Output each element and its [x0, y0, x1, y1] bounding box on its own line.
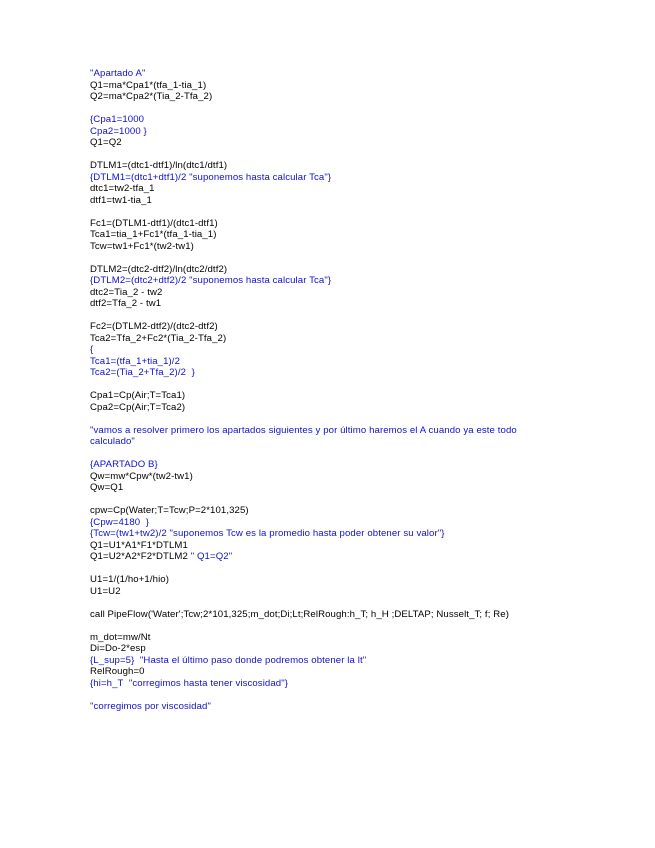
- line-text: {APARTADO B}: [90, 459, 158, 470]
- line-text: Tca1=(tfa_1+tia_1)/2: [90, 355, 181, 367]
- comment-line: [90, 425, 610, 437]
- code-line: [90, 333, 610, 345]
- code-line: [90, 482, 610, 494]
- line-text: Cpa1=Cp(Air;T=Tca1): [90, 390, 186, 401]
- code-line: [90, 218, 610, 230]
- line-text: DTLM1=(dtc1-dtf1)/ln(dtc1/dtf1): [90, 160, 228, 171]
- blank-line: [90, 563, 610, 575]
- code-line: [90, 402, 610, 414]
- blank-line: [90, 310, 610, 322]
- code-line: [90, 137, 610, 149]
- blank-line: [90, 494, 610, 506]
- code-line: [90, 80, 610, 92]
- code-line: [90, 287, 610, 299]
- line-text: dtc2=Tia_2 - tw2: [90, 286, 163, 298]
- code-line: [90, 321, 610, 333]
- comment-line: [90, 172, 610, 184]
- line-text: Qw=Q1: [90, 482, 124, 493]
- code-line: [90, 505, 610, 517]
- blank-line: [90, 413, 610, 425]
- code-line: [90, 666, 610, 678]
- line-text: dtc1=tw2-tfa_1: [90, 183, 155, 194]
- blank-line: [90, 620, 610, 632]
- comment-line: [90, 114, 610, 126]
- comment-line: [90, 436, 610, 448]
- comment-line: [90, 517, 610, 529]
- comment-line: [90, 655, 610, 667]
- comment-line: [90, 275, 610, 287]
- line-text: RelRough=0: [90, 666, 145, 677]
- line-text: dtf2=Tfa_2 - tw1: [90, 298, 162, 309]
- line-text: Q1=U2*A2*F2*DTLM2: [90, 551, 188, 562]
- line-text: calculado": [90, 436, 135, 447]
- code-line: [90, 91, 610, 103]
- comment-line: [90, 459, 610, 471]
- inline-comment: " Q1=Q2": [187, 551, 233, 562]
- line-text: Di=Do-2*esp: [90, 643, 146, 654]
- line-text: {L_sup=5} "Hasta el último paso donde podremos obtener la lt": [90, 654, 367, 666]
- line-text: Fc2=(DTLM2-dtf2)/(dtc2-dtf2): [90, 321, 218, 332]
- line-text: Cpa2=Cp(Air;T=Tca2): [90, 401, 186, 413]
- comment-line: [90, 356, 610, 368]
- line-text: {hi=h_T "corregimos hasta tener viscosidad"}: [90, 677, 289, 689]
- line-text: cpw=Cp(Water;T=Tcw;P=2*101,325): [90, 505, 249, 516]
- blank-line: [90, 597, 610, 609]
- line-text: "vamos a resolver primero los apartados siguientes y por último haremos el A cuando ya este todo: [90, 424, 517, 436]
- line-text: Tcw=tw1+Fc1*(tw2-tw1): [90, 240, 194, 252]
- blank-line: [90, 379, 610, 391]
- line-text: "Apartado A": [90, 68, 146, 79]
- line-text: m_dot=mw/Nt: [90, 631, 151, 643]
- line-text: "corregimos por viscosidad": [90, 700, 211, 712]
- code-line: [90, 160, 610, 172]
- line-text: call PipeFlow('Water';Tcw;2*101,325;m_dot;Di;Lt;RelRough:h_T; h_H ;DELTAP; Nusselt_T; f; Re): [90, 608, 509, 620]
- comment-line: [90, 678, 610, 690]
- comment-line: [90, 701, 610, 713]
- line-text: U1=1/(1/ho+1/hio): [90, 574, 170, 585]
- blank-line: [90, 206, 610, 218]
- code-line: [90, 183, 610, 195]
- comment-line: [90, 528, 610, 540]
- line-text: Tca2=(Tia_2+Tfa_2)/2 }: [90, 367, 195, 378]
- code-line: [90, 195, 610, 207]
- equation-document: [90, 68, 610, 712]
- line-text: Cpa2=1000 }: [90, 125, 147, 137]
- code-line: [90, 471, 610, 483]
- blank-line: [90, 252, 610, 264]
- line-text: {Cpa1=1000: [90, 114, 145, 125]
- line-text: {Cpw=4180 }: [90, 516, 150, 528]
- code-line: [90, 643, 610, 655]
- line-text: Q2=ma*Cpa2*(Tia_2-Tfa_2): [90, 91, 213, 102]
- code-line: [90, 241, 610, 253]
- line-text: {DTLM2=(dtc2+dtf2)/2 "suponemos hasta calcular Tca"}: [90, 275, 332, 286]
- code-line: [90, 390, 610, 402]
- line-text: U1=U2: [90, 585, 121, 597]
- line-text: Tca2=Tfa_2+Fc2*(Tia_2-Tfa_2): [90, 332, 227, 344]
- code-line: [90, 551, 610, 563]
- code-line: [90, 229, 610, 241]
- blank-line: [90, 103, 610, 115]
- line-text: Q1=Q2: [90, 137, 122, 148]
- code-line: [90, 586, 610, 598]
- line-text: Qw=mw*Cpw*(tw2-tw1): [90, 470, 193, 482]
- comment-line: [90, 126, 610, 138]
- comment-line: [90, 68, 610, 80]
- line-text: dtf1=tw1-tia_1: [90, 194, 152, 206]
- code-line: [90, 632, 610, 644]
- line-text: Q1=U1*A1*F1*DTLM1: [90, 539, 188, 551]
- line-text: {DTLM1=(dtc1+dtf1)/2 "suponemos hasta calcular Tca"}: [90, 171, 332, 183]
- code-line: [90, 264, 610, 276]
- comment-line: [90, 367, 610, 379]
- line-text: DTLM2=(dtc2-dtf2)/ln(dtc2/dtf2): [90, 263, 228, 275]
- line-text: {: [90, 344, 94, 355]
- comment-line: [90, 344, 610, 356]
- line-text: Fc1=(DTLM1-dtf1)/(dtc1-dtf1): [90, 217, 218, 229]
- code-line: [90, 574, 610, 586]
- code-line: [90, 298, 610, 310]
- line-text: Tca1=tia_1+Fc1*(tfa_1-tia_1): [90, 229, 217, 240]
- code-line: [90, 540, 610, 552]
- line-text: {Tcw=(tw1+tw2)/2 "suponemos Tcw es la promedio hasta poder obtener su valor"}: [90, 528, 445, 539]
- blank-line: [90, 689, 610, 701]
- blank-line: [90, 149, 610, 161]
- line-text: Q1=ma*Cpa1*(tfa_1-tia_1): [90, 79, 207, 91]
- blank-line: [90, 448, 610, 460]
- code-line: [90, 609, 610, 621]
